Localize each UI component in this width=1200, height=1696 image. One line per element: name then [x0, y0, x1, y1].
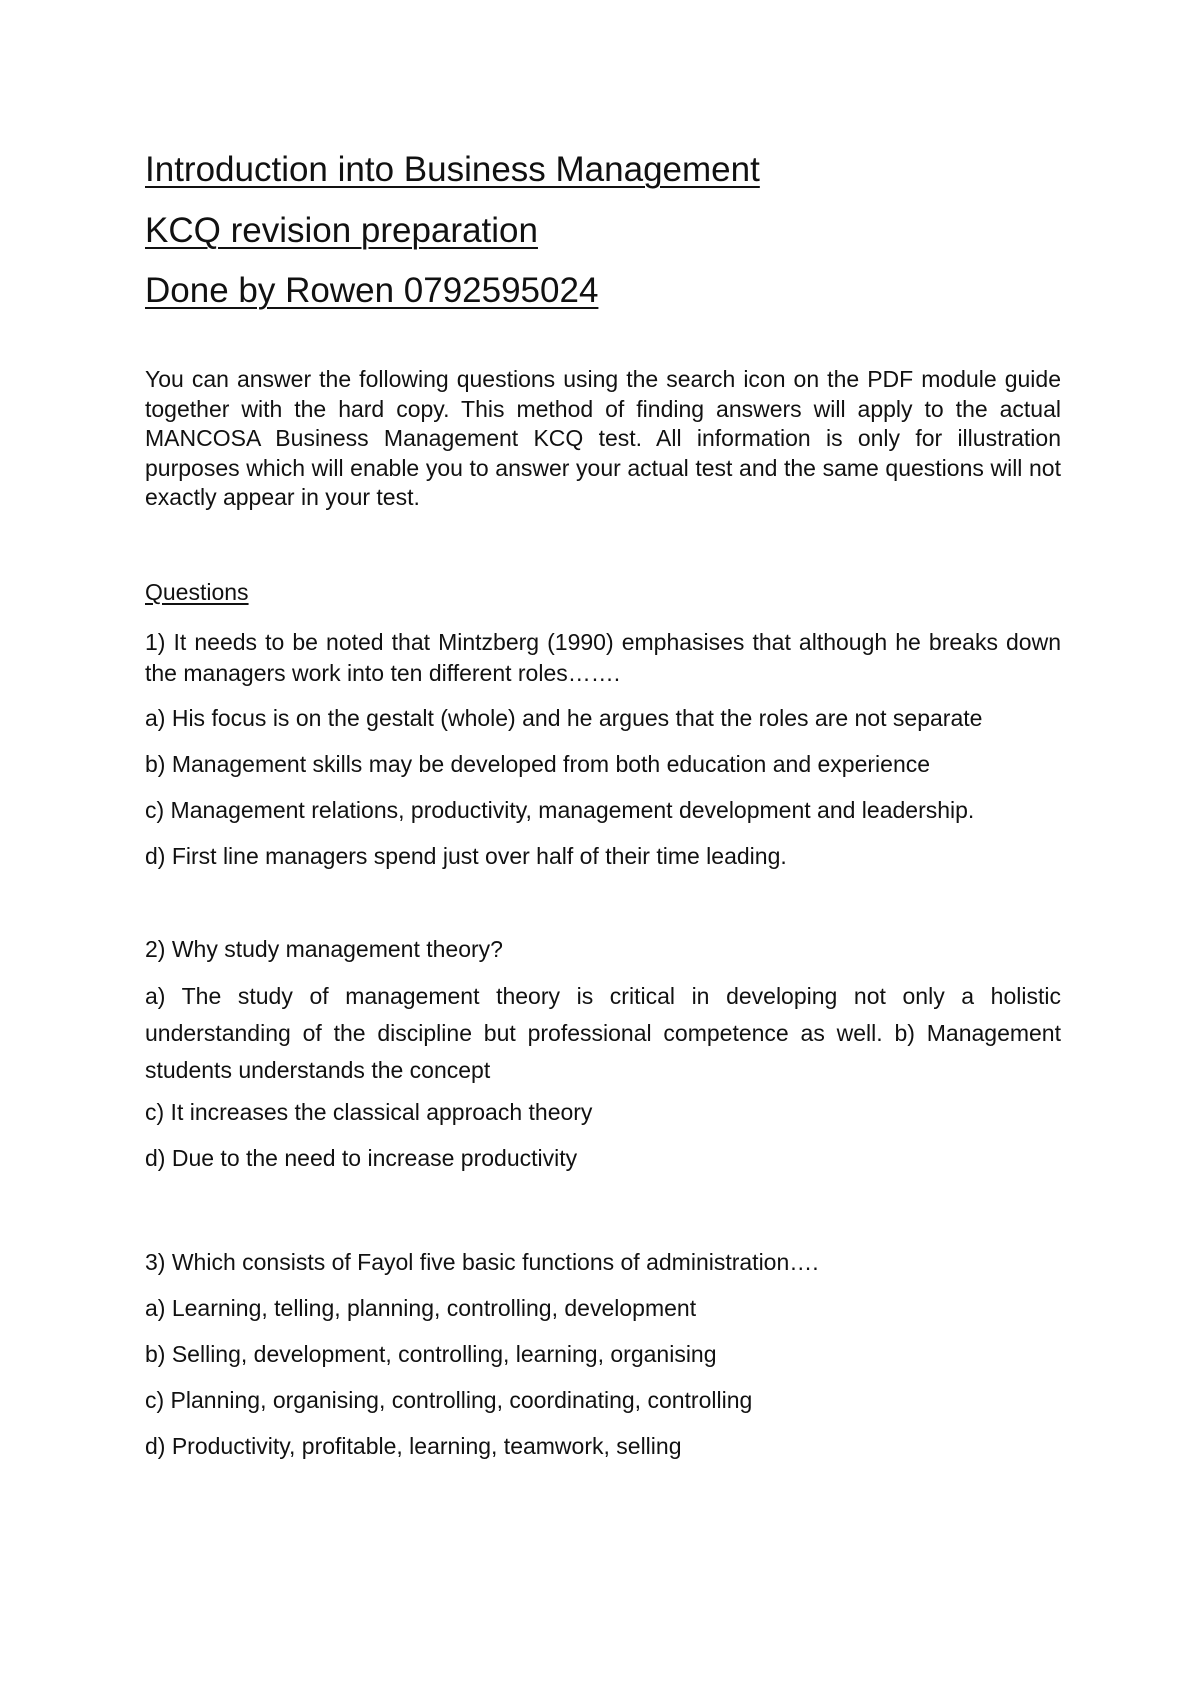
question-3-option-a: a) Learning, telling, planning, controlling, development: [145, 1295, 697, 1321]
question-1: [145, 627, 1061, 871]
question-2-option-ab: a) The study of management theory is critical in developing not only a holistic understanding of the discipline but professional competence as well. b) Management students understands the concept: [145, 983, 1061, 1083]
question-3-text: 3) Which consists of Fayol five basic functions of administration….: [145, 1249, 819, 1275]
question-2: [145, 934, 1061, 1173]
questions-label: Questions: [145, 579, 249, 605]
question-1-text: 1) It needs to be noted that Mintzberg (1990) emphasises that although he breaks down the managers work into ten different roles…….: [145, 629, 1061, 686]
question-1-option-b: b) Management skills may be developed from both education and experience: [145, 751, 931, 777]
question-2-text: 2) Why study management theory?: [145, 936, 503, 962]
intro-paragraph: You can answer the following questions using the search icon on the PDF module guide together with the hard copy. This method of finding answers will apply to the actual MANCOSA Business Management KCQ test. All information is only for illustration purposes which will enable you to answer your actual test and the same questions will not exactly appear in your test.: [145, 366, 1061, 510]
question-1-option-c: c) Management relations, productivity, management development and leadership.: [145, 797, 975, 823]
question-2-option-d: d) Due to the need to increase productivity: [145, 1145, 578, 1171]
question-1-option-a: a) His focus is on the gestalt (whole) and he argues that the roles are not separate: [145, 705, 983, 731]
question-2-option-c: c) It increases the classical approach theory: [145, 1099, 593, 1125]
question-3-option-c: c) Planning, organising, controlling, coordinating, controlling: [145, 1387, 753, 1413]
question-3: [145, 1247, 1061, 1461]
document-subtitle: KCQ revision preparation: [145, 211, 538, 250]
question-3-option-d: d) Productivity, profitable, learning, teamwork, selling: [145, 1433, 682, 1459]
document-title: Introduction into Business Management: [145, 150, 760, 189]
question-3-option-b: b) Selling, development, controlling, learning, organising: [145, 1341, 717, 1367]
question-1-option-d: d) First line managers spend just over half of their time leading.: [145, 843, 787, 869]
document-author: Done by Rowen 0792595024: [145, 271, 599, 310]
